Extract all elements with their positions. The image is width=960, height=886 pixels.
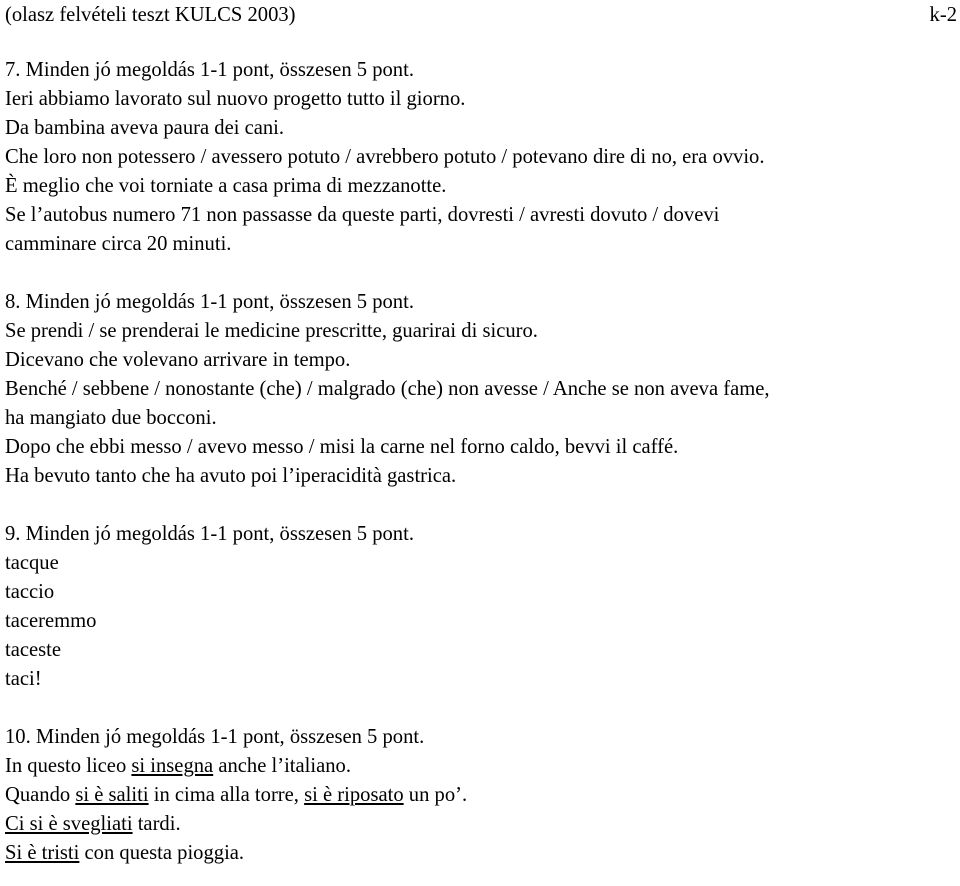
- underlined-answer: si è riposato: [304, 784, 404, 806]
- answer-text: con questa pioggia.: [79, 842, 245, 864]
- answer-line: taci!: [5, 668, 42, 690]
- answer-line: Dopo che ebbi messo / avevo messo / misi la carne nel forno caldo, bevvi il caffé.: [5, 436, 679, 458]
- answer-line: taceste: [5, 639, 62, 661]
- underlined-answer: si è saliti: [75, 784, 149, 806]
- answer-line: [5, 810, 957, 839]
- answer-text: anche l’italiano.: [213, 755, 351, 777]
- task-section: [5, 723, 957, 868]
- answer-key-page: [5, 1, 957, 868]
- answer-line: ha mangiato due bocconi.: [5, 407, 217, 429]
- page-label: k-2: [929, 4, 957, 26]
- answer-line: Da bambina aveva paura dei cani.: [5, 117, 285, 139]
- answer-line: È meglio che voi torniate a casa prima di mezzanotte.: [5, 175, 447, 197]
- underlined-answer: Ci si è svegliati: [5, 813, 133, 835]
- answer-line: Benché / sebbene / nonostante (che) / malgrado (che) non avesse / Anche se non aveva fame,: [5, 378, 770, 400]
- answer-line: Dicevano che volevano arrivare in tempo.: [5, 349, 351, 371]
- task-heading: 10. Minden jó megoldás 1-1 pont, összesen 5 pont.: [5, 726, 425, 748]
- answer-line: Che loro non potessero / avessero potuto / avrebbero potuto / potevano dire di no, era ovvio.: [5, 146, 765, 168]
- answer-text: tardi.: [132, 813, 181, 835]
- answer-line: Ha bevuto tanto che ha avuto poi l’iperacidità gastrica.: [5, 465, 457, 487]
- answer-text: un po’.: [403, 784, 468, 806]
- document-title: (olasz felvételi teszt KULCS 2003): [5, 4, 296, 26]
- task-section: [5, 288, 957, 491]
- answer-text: Quando: [5, 784, 76, 806]
- answer-line: [5, 752, 957, 781]
- answer-line: Ieri abbiamo lavorato sul nuovo progetto tutto il giorno.: [5, 88, 466, 110]
- task-section: [5, 56, 957, 259]
- answer-line: [5, 839, 957, 868]
- answer-line: Se prendi / se prenderai le medicine prescritte, guarirai di sicuro.: [5, 320, 538, 342]
- answer-line: tacque: [5, 552, 59, 574]
- page-header: [5, 1, 957, 30]
- answer-line: taceremmo: [5, 610, 97, 632]
- answer-line: [5, 781, 957, 810]
- underlined-answer: Si è tristi: [5, 842, 80, 864]
- answer-line: taccio: [5, 581, 55, 603]
- answer-sections: [5, 56, 957, 868]
- task-section: [5, 520, 957, 694]
- underlined-answer: si insegna: [131, 755, 214, 777]
- answer-line: camminare circa 20 minuti.: [5, 233, 232, 255]
- task-heading: 9. Minden jó megoldás 1-1 pont, összesen 5 pont.: [5, 523, 414, 545]
- answer-text: in cima alla torre,: [148, 784, 305, 806]
- task-heading: 8. Minden jó megoldás 1-1 pont, összesen 5 pont.: [5, 291, 414, 313]
- answer-line: Se l’autobus numero 71 non passasse da queste parti, dovresti / avresti dovuto / dovevi: [5, 204, 720, 226]
- task-heading: 7. Minden jó megoldás 1-1 pont, összesen 5 pont.: [5, 59, 414, 81]
- answer-text: In questo liceo: [5, 755, 132, 777]
